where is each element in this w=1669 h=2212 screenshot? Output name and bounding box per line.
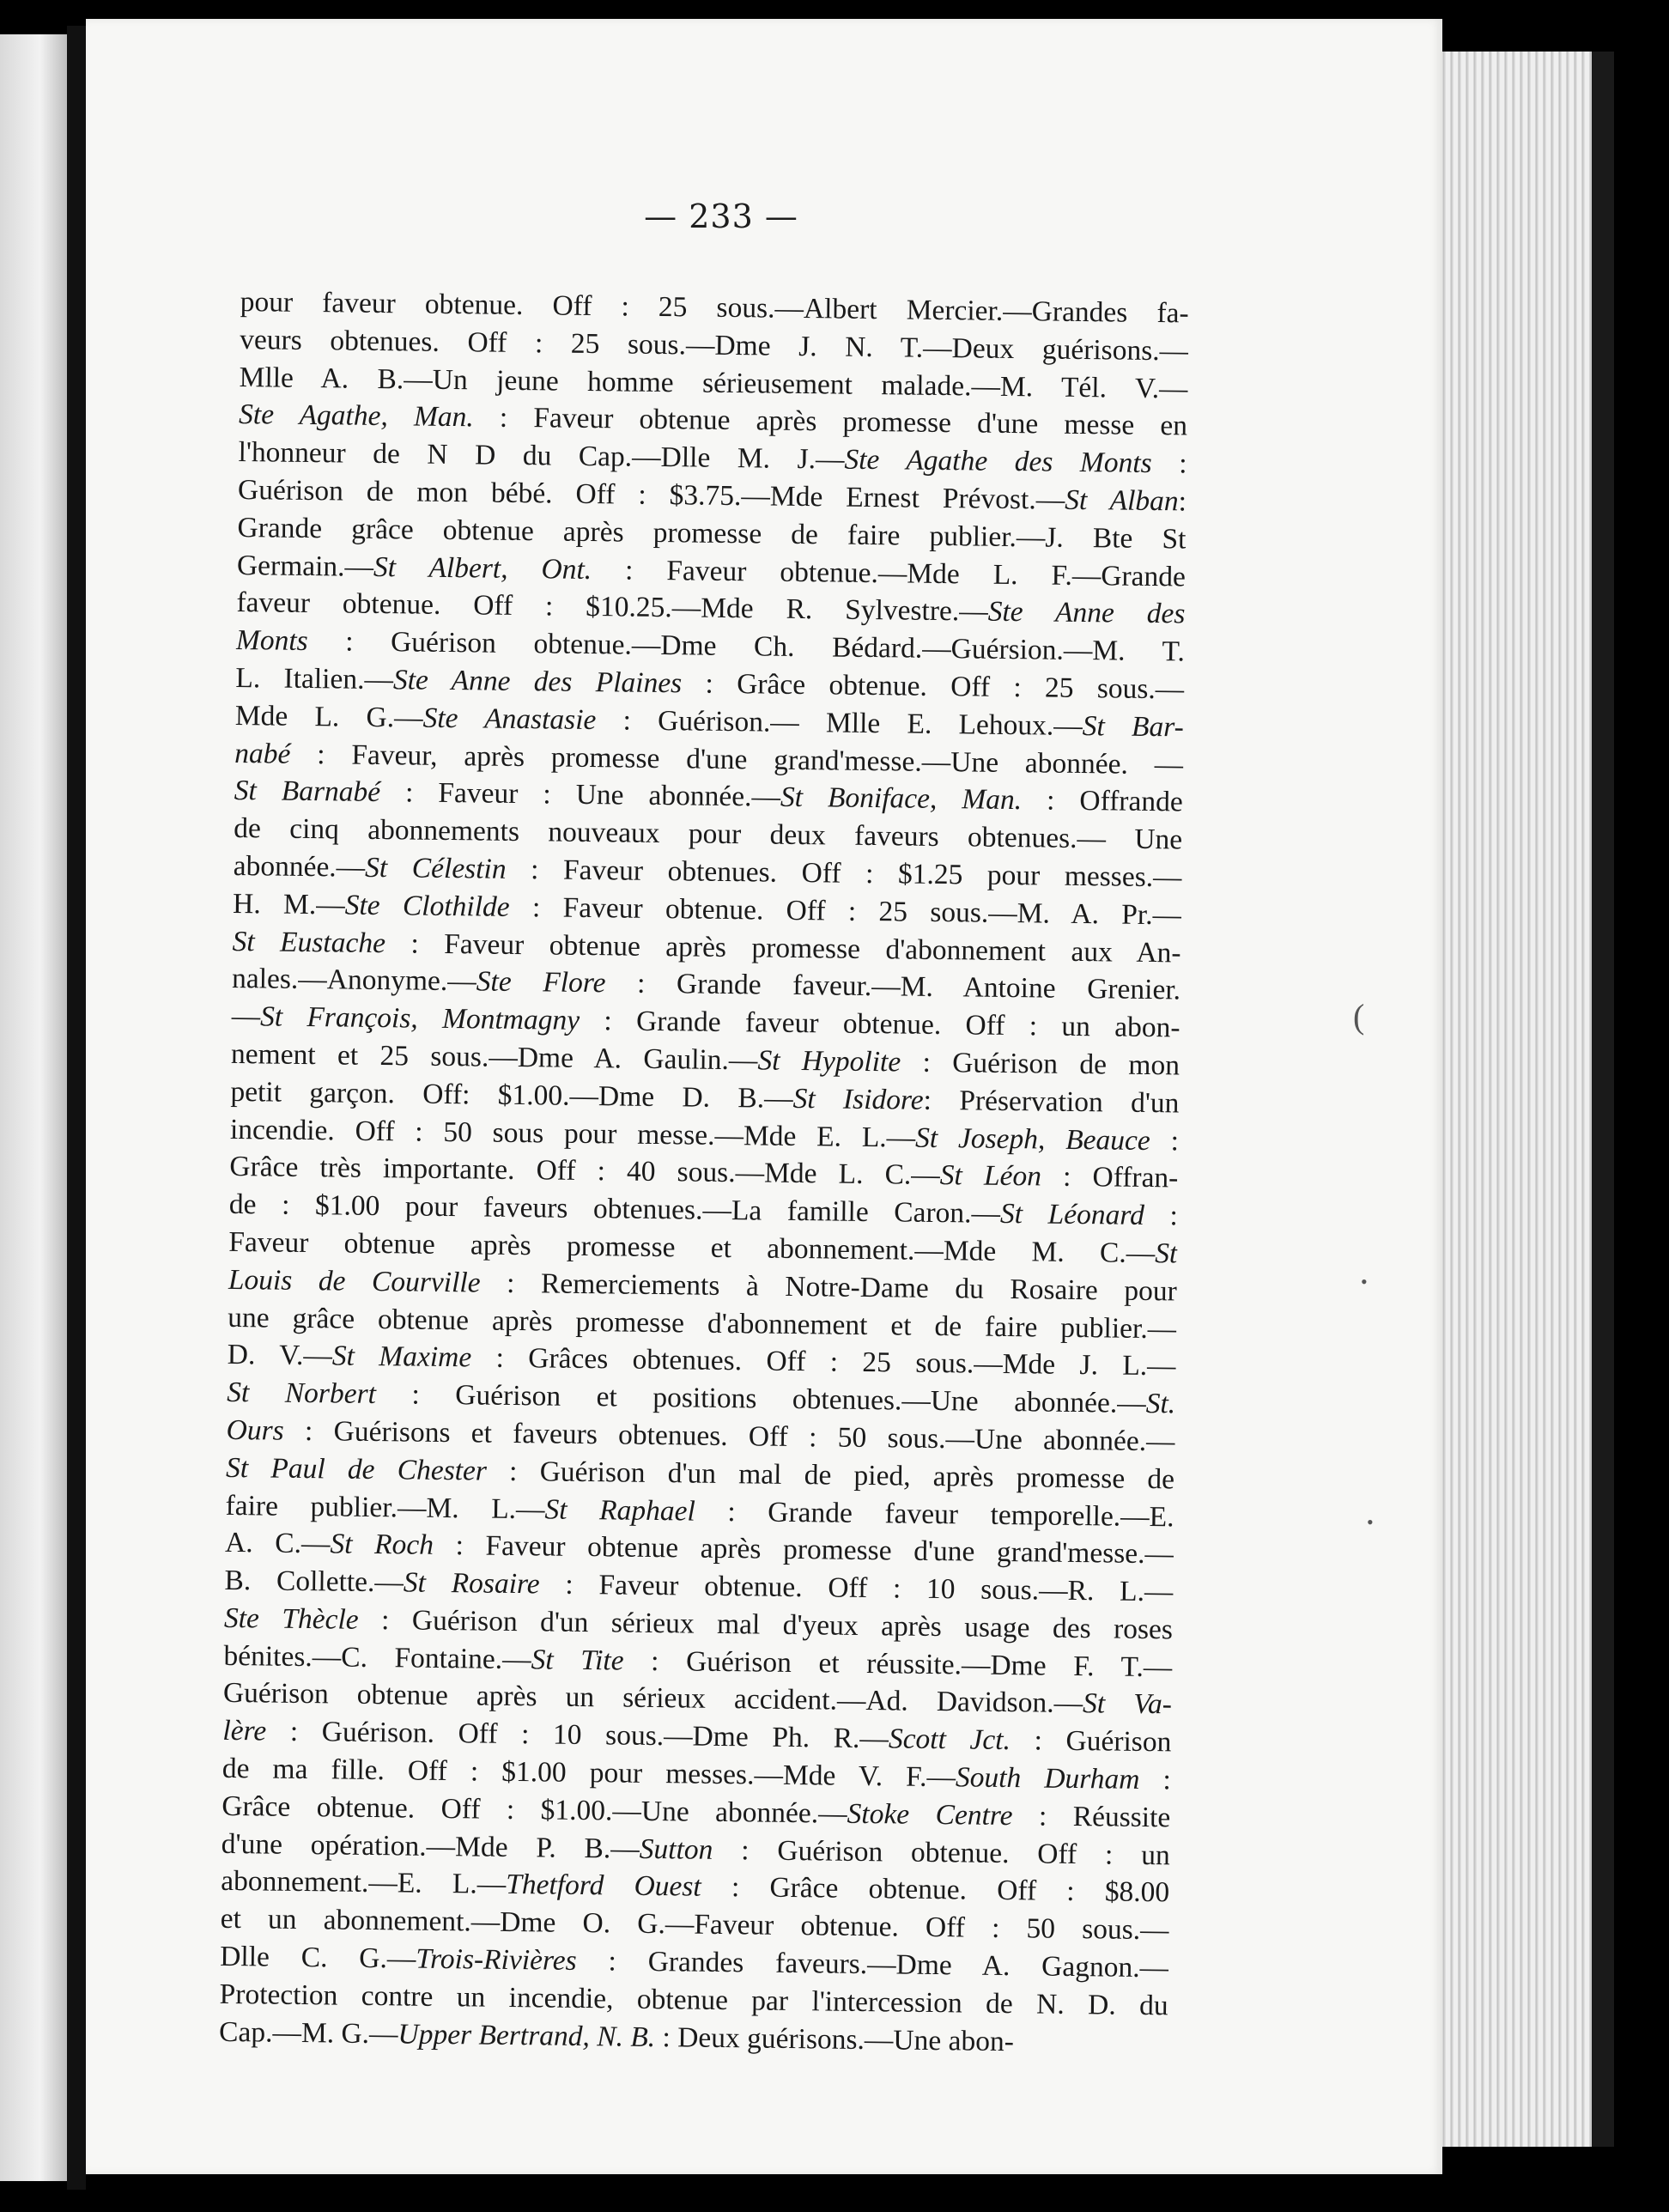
text-segment: : Guérison obtenue.—Dme Ch. Bédard.—Guérsion.—M. T. — [307, 625, 1186, 668]
body-text — [219, 283, 1189, 2063]
text-segment: pour faveur obtenue. Off : 25 sous.—Albert Mercier.—Grandes fa- — [240, 285, 1189, 330]
text-segment: : Faveur, après promesse d'une grand'messe.—Une abonnée. — — [290, 738, 1184, 781]
text-segment: Guérison de mon bébé. Off : $3.75.—Mde Ernest Prévost.— — [237, 473, 1065, 516]
place-name: Ste Thècle — [223, 1601, 359, 1636]
place-name: Monts — [235, 624, 308, 658]
text-segment: : Guérison. Off : 10 sous.—Dme Ph. R.— — [266, 1715, 889, 1755]
text-segment: nement et 25 sous.—Dme A. Gaulin.— — [230, 1037, 758, 1077]
text-segment: : Offrande — [1021, 784, 1183, 818]
text-segment: incendie. Off : 50 sous pour messe.—Mde E. L.— — [229, 1113, 916, 1154]
place-name: Louis de Courville — [228, 1263, 481, 1299]
text-segment: : Deux guérisons.—Une abon- — [654, 2021, 1015, 2057]
text-segment: Grâce très importante. Off : 40 sous.—Mde L. C.— — [229, 1151, 941, 1192]
place-name: St — [1154, 1237, 1178, 1270]
place-name: St Eustache — [232, 925, 386, 959]
book-page-edges — [1435, 52, 1614, 2147]
place-name: Thetford Ouest — [505, 1869, 701, 1904]
text-segment: — — [231, 1000, 261, 1033]
text-segment: Faveur obtenue après promesse et abonnement.—Mde M. C.— — [228, 1225, 1156, 1270]
text-segment: : Guérison obtenue. Off : un — [713, 1833, 1170, 1872]
text-segment: L. Italien.— — [235, 661, 394, 696]
place-name: lère — [222, 1715, 267, 1747]
text-segment: faire publier.—M. L.— — [225, 1489, 545, 1525]
text-segment: : Faveur : Une abonnée.— — [379, 776, 781, 814]
text-segment: : Faveur obtenue après promesse d'une grand'messe.— — [433, 1529, 1174, 1571]
margin-mark: • — [1367, 1511, 1374, 1533]
text-segment: : Guérison d'un sérieux mal d'yeux après usage des roses — [358, 1603, 1174, 1646]
text-segment: : Faveur obtenue. Off : 25 sous.—M. A. Pr.— — [509, 890, 1182, 932]
text-segment: Dlle C. G.— — [219, 1940, 416, 1975]
book-gutter — [67, 26, 86, 2190]
margin-mark: • — [1361, 1271, 1368, 1292]
text-segment: : Guérison — [1010, 1724, 1172, 1759]
text-segment: une grâce obtenue après promesse d'abonnement et de faire publier.— — [228, 1301, 1177, 1345]
text-segment: Grâce obtenue. Off : $1.00.—Une abonnée.— — [222, 1790, 847, 1830]
text-segment: : Guérison.— Mlle E. Lehoux.— — [596, 703, 1083, 742]
text-segment: : Faveur obtenue. Off : 10 sous.—R. L.— — [539, 1568, 1174, 1608]
text-segment: : Grâces obtenues. Off : 25 sous.—Mde J. L.— — [470, 1341, 1176, 1382]
text-segment: Mde L. G.— — [234, 699, 423, 734]
text-segment: : — [1151, 447, 1187, 480]
text-segment: faveur obtenue. Off : $10.25.—Mde R. Sylvestre.— — [236, 586, 988, 629]
text-segment: : Réussite — [1012, 1799, 1171, 1834]
place-name: St Albert, Ont. — [373, 550, 592, 586]
text-segment: Cap.—M. G.— — [218, 2015, 398, 2051]
place-name: St Paul de Chester — [225, 1451, 488, 1487]
place-name: St Barnabé — [234, 775, 381, 809]
text-segment: d'une opération.—Mde P. B.— — [221, 1827, 640, 1865]
text-segment: abonnée.— — [233, 849, 366, 884]
place-name: St Bar- — [1082, 709, 1185, 744]
text-segment: Mlle A. B.—Un jeune homme sérieusement malade.—M. Tél. V.— — [239, 361, 1188, 405]
text-segment: B. Collette.— — [224, 1564, 404, 1599]
text-segment: l'honneur de N D du Cap.—Dlle M. J.— — [238, 436, 845, 476]
text-segment: : Guérison et positions obtenues.—Une abonnée.— — [375, 1378, 1146, 1420]
margin-mark: ( — [1353, 997, 1365, 1036]
text-segment: veurs obtenues. Off : 25 sous.—Dme J. N. T.—Deux guérisons.— — [239, 323, 1189, 368]
place-name: St Roch — [330, 1528, 434, 1562]
text-segment: de ma fille. Off : $1.00 pour messes.—Mde V. F.— — [222, 1752, 956, 1794]
text-segment: nales.—Anonyme.— — [231, 963, 477, 998]
place-name: St Alban — [1064, 483, 1179, 518]
place-name: Ste Clothilde — [344, 889, 510, 923]
text-segment: : — [1144, 1200, 1179, 1232]
text-segment: H. M.— — [232, 887, 345, 921]
text-segment: : Préservation d'un — [923, 1084, 1180, 1120]
place-name: South Durham — [955, 1761, 1140, 1796]
place-name: Ste Anne des — [987, 596, 1186, 630]
text-segment: : Grandes faveurs.—Dme A. Gagnon.— — [576, 1944, 1169, 1984]
place-name: Ste Anne des Plaines — [392, 664, 683, 700]
place-name: nabé — [234, 737, 291, 770]
place-name: Sutton — [639, 1832, 713, 1866]
place-name: St. — [1145, 1388, 1176, 1420]
text-segment: : Grande faveur temporelle.—E. — [695, 1495, 1174, 1533]
place-name: St Léonard — [999, 1198, 1145, 1232]
place-name: St Joseph, Beauce — [914, 1121, 1151, 1157]
place-name: St Raphael — [544, 1492, 696, 1528]
place-name: St Hypolite — [757, 1044, 901, 1079]
text-segment: : Faveur obtenue après promesse d'une messe en — [473, 401, 1188, 442]
place-name: St Va- — [1082, 1687, 1173, 1721]
place-name: St Célestin — [364, 851, 507, 885]
place-name: Ste Agathe, Man. — [238, 398, 474, 434]
text-segment: de : $1.00 pour faveurs obtenues.—La famille Caron.— — [228, 1188, 1001, 1231]
text-segment: : — [1150, 1124, 1180, 1157]
place-name: Ste Agathe des Monts — [844, 443, 1152, 480]
text-segment: Grande grâce obtenue après promesse de faire publier.—J. Bte St — [237, 511, 1187, 556]
place-name: St Isidore — [792, 1082, 924, 1116]
text-segment: bénites.—C. Fontaine.— — [223, 1639, 531, 1675]
text-segment: : Grande faveur.—M. Antoine Grenier. — [605, 967, 1181, 1006]
text-segment: Protection contre un incendie, obtenue par l'intercession de N. D. du — [219, 1978, 1168, 2022]
place-name: St Norbert — [226, 1376, 377, 1411]
text-segment: A. C.— — [224, 1527, 331, 1560]
page-number: — 233 — — [644, 198, 798, 235]
text-segment: abonnement.—E. L.— — [221, 1865, 507, 1901]
place-name: St François, Montmagny — [259, 1000, 580, 1037]
text-segment: : Guérison de mon — [900, 1046, 1180, 1082]
text-segment: : Grâce obtenue. Off : 25 sous.— — [682, 667, 1185, 706]
text-segment: : Remerciements à Notre-Dame du Rosaire pour — [480, 1267, 1177, 1308]
text-segment: : Guérison d'un mal de pied, après promesse de — [486, 1455, 1175, 1496]
place-name: Ste Flore — [476, 965, 606, 1000]
text-segment: petit garçon. Off: $1.00.—Dme D. B.— — [230, 1075, 793, 1115]
text-segment: : Guérisons et faveurs obtenues. Off : 50 sous.—Une abonnée.— — [283, 1414, 1175, 1458]
previous-page-edge — [0, 34, 67, 2181]
place-name: Scott Jct. — [888, 1723, 1011, 1757]
text-segment: : Grâce obtenue. Off : $8.00 — [701, 1871, 1170, 1909]
text-segment: D. V.— — [227, 1339, 333, 1372]
place-name: Stoke Centre — [847, 1797, 1013, 1832]
text-segment: : Faveur obtenue après promesse d'abonnement aux An- — [385, 927, 1181, 969]
text-segment: : — [1139, 1764, 1172, 1796]
place-name: Trois-Rivières — [416, 1942, 577, 1977]
place-name: St Rosaire — [403, 1566, 540, 1601]
text-segment: : Grande faveur obtenue. Off : un abon- — [579, 1005, 1180, 1044]
place-name: St Maxime — [331, 1340, 472, 1374]
place-name: Ste Anastasie — [422, 702, 597, 736]
place-name: St Boniface, Man. — [780, 781, 1023, 817]
place-name: Upper Bertrand, N. B. — [398, 2018, 656, 2053]
text-segment: : Guérison et réussite.—Dme F. T.— — [623, 1644, 1173, 1684]
text-segment: Guérison obtenue après un sérieux accident.—Ad. Davidson.— — [222, 1677, 1083, 1720]
text-segment: et un abonnement.—Dme O. G.—Faveur obtenue. Off : 50 sous.— — [220, 1903, 1169, 1947]
text-segment: : — [1178, 485, 1187, 518]
text-segment: : Offran- — [1041, 1160, 1179, 1194]
place-name: Ours — [226, 1413, 284, 1447]
text-segment: : Faveur obtenues. Off : $1.25 pour messes.— — [506, 853, 1182, 894]
text-segment: de cinq abonnements nouveaux pour deux faveurs obtenues.— Une — [234, 812, 1183, 856]
place-name: St Léon — [939, 1159, 1042, 1193]
text-segment: Germain.— — [236, 549, 374, 583]
text-segment: : Faveur obtenue.—Mde L. F.—Grande — [591, 553, 1187, 593]
place-name: St Tite — [531, 1643, 624, 1677]
